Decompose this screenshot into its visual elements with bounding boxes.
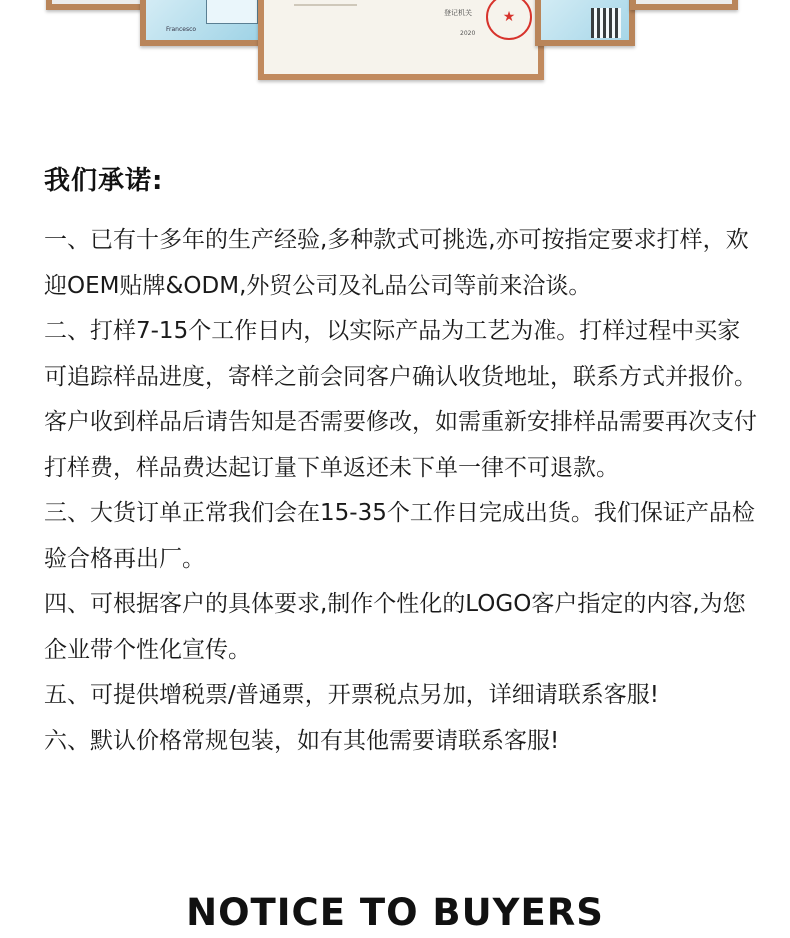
promise-item-4: 四、可根据客户的具体要求,制作个性化的LOGO客户指定的内容,为您企业带个性化宣传。 [44,591,746,663]
promise-item-1: 一、已有十多年的生产经验,多种款式可挑选,亦可按指定要求打样，欢迎OEM贴牌&ODM,外贸公司及礼品公司等前来洽谈。 [44,227,749,299]
notice-to-buyers-title: NOTICE TO BUYERS [186,891,604,934]
promise-item-3: 三、大货订单正常我们会在15-35个工作日完成出货。我们保证产品检验合格再出厂。 [44,500,755,572]
certificate-table [206,0,258,24]
certificate-year: 2020 [460,30,476,37]
promise-item-2: 二、打样7-15个工作日内，以实际产品为工艺为准。打样过程中买家可追踪样品进度，寄样之前会同客户确认收货地址，联系方式并报价。客户收到样品后请告知是否需要修改，如需重新安排样品需要再次支付打样费，样品费达起订量下单返还未下单一律不可退款。 [44,318,757,481]
red-seal-stamp: ★ [486,0,532,40]
certificate-frame-right [535,0,635,46]
certificate-gallery [0,0,790,90]
promise-heading: 我们承诺: [44,166,164,196]
promise-item-5: 五、可提供增税票/普通票，开票税点另加，详细请联系客服! [44,682,659,708]
certificate-frame-left [140,0,265,46]
certificate-signature-left: Francesco [166,26,197,33]
certificate-frame-center [258,0,544,80]
certificate-frame-far-right [630,0,738,10]
certificate-text-lines [294,0,384,10]
promise-item-6: 六、默认价格常规包装，如有其他需要请联系客服! [44,727,560,754]
certificate-frame-far-left [46,0,146,10]
certificate-signature: 登记机关 [444,9,472,17]
promise-list [44,218,760,764]
qr-code-icon [591,8,621,38]
